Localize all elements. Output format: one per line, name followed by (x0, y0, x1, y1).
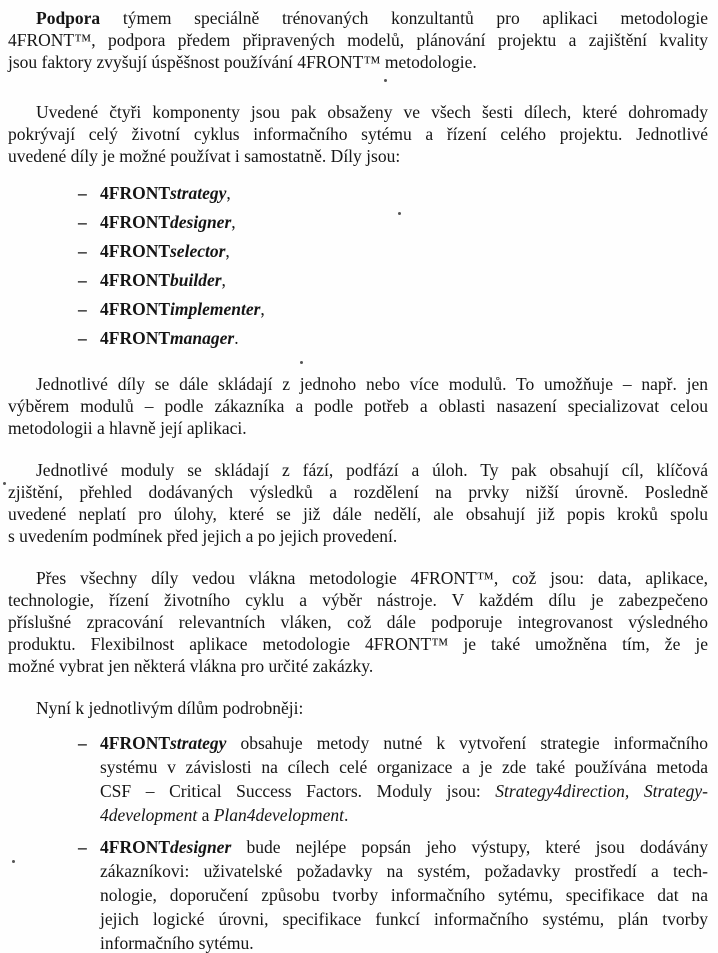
text-line (8, 633, 708, 655)
text-line (100, 835, 708, 859)
paragraph (8, 459, 708, 547)
text-run: . (343, 805, 349, 825)
text-line (8, 123, 708, 145)
text-run: a (197, 805, 214, 825)
list-item (8, 324, 708, 353)
text-run: produktu. Flexibilnost aplikace metodologie 4FRONT™ je také umožněna tím, že je (8, 634, 708, 654)
text-run: selector (170, 241, 226, 261)
text-run: strategy (170, 183, 227, 203)
list-item (8, 266, 708, 295)
text-run: zákazníkovi: uživatelské požadavky na systém, požadavky prostředí a tech- (100, 861, 708, 881)
text-run: příslušné zpracování relevantních vláken, což dále podporuje integrovanost výsledného (8, 612, 708, 632)
text-run: zjištění, přehled dodávaných výsledků a rozdělení na prvky nižší úrovně. Posledně (8, 482, 708, 502)
text-run: jsou faktory zvyšují úspěšnost používání 4FRONT™ metodologie. (8, 52, 477, 72)
list-item (8, 295, 708, 324)
module-list (8, 179, 708, 353)
list-dash: – (78, 733, 87, 753)
text-run: , (225, 241, 230, 261)
text-run: 4FRONT (100, 299, 170, 319)
text-line (8, 395, 708, 417)
list-item (8, 208, 708, 237)
text-run: možné vybrat jen některá vlákna pro určité zakázky. (8, 656, 374, 676)
text-run: Jednotlivé moduly se skládají z fází, podfází a úloh. Ty pak obsahují cíl, klíčová (36, 460, 708, 480)
text-run: bude nejlépe popsán jeho výstupy, které jsou dodávány (231, 837, 708, 857)
scan-speck (12, 860, 15, 863)
text-line (100, 755, 708, 779)
text-line (8, 29, 708, 51)
text-line (8, 589, 708, 611)
text-line (8, 417, 708, 439)
list-dash: – (78, 328, 87, 348)
text-run: nologie, doporučení způsobu tvorby informačního sytému, specifikace dat na (100, 885, 708, 905)
document-body (8, 7, 708, 953)
bullet-paragraph (8, 731, 708, 827)
text-run: uvedené díly je možné používat i samostatně. Díly jsou: (8, 146, 401, 166)
scan-speck (300, 361, 303, 364)
text-line (100, 779, 708, 803)
list-dash: – (78, 270, 87, 290)
text-line (8, 567, 708, 589)
text-run: uvedené neplatí pro úlohy, které se již dále nedělí, ale obsahují již popis kroků spolu (8, 504, 708, 524)
text-run: 4FRONT (100, 328, 170, 348)
text-run: pokrývají celý životní cyklus informačního sytému a řízení celého projektu. Jednotlivé (8, 124, 708, 144)
text-run: 4FRONT (100, 837, 170, 857)
text-run: Uvedené čtyři komponenty jsou pak obsaženy ve všech šesti dílech, které dohromady (36, 102, 708, 122)
list-dash: – (78, 183, 87, 203)
list-dash: – (78, 212, 87, 232)
text-run: jejich logické úrovni, specifikace funkcí informačního systému, plán tvorby (100, 909, 708, 929)
text-run: 4development (100, 805, 198, 825)
text-line (8, 7, 708, 29)
text-line (100, 731, 708, 755)
text-run: systému v závislosti na cílech celé organizace a je zde také používána metoda (100, 757, 708, 777)
text-run: Plan4development (213, 805, 344, 825)
text-line (100, 931, 708, 953)
text-run: manager (170, 328, 235, 348)
list-dash: – (78, 241, 87, 261)
text-run: 4FRONT (100, 241, 170, 261)
text-line (8, 655, 708, 677)
text-run: CSF – Critical Success Factors. Moduly jsou: (100, 781, 496, 801)
text-run: implementer (170, 299, 261, 319)
text-line (8, 101, 708, 123)
text-line (100, 883, 708, 907)
text-run: , (221, 270, 226, 290)
text-line (8, 697, 708, 719)
list-dash: – (78, 837, 87, 857)
text-run: 4FRONT (100, 270, 170, 290)
paragraph (8, 373, 708, 439)
text-run: 4FRONT (100, 183, 170, 203)
text-run: . (234, 328, 239, 348)
text-run: builder (170, 270, 222, 290)
list-item (8, 179, 708, 208)
text-run: 4FRONT (100, 212, 170, 232)
text-line (8, 51, 708, 73)
text-run: Nyní k jednotlivým dílům podrobněji: (36, 698, 304, 718)
text-run: metodologii a hlavně její aplikaci. (8, 418, 247, 438)
text-line (100, 907, 708, 931)
text-run: designer (170, 212, 232, 232)
text-line (100, 803, 708, 827)
text-run: výběrem modulů – podle zákazníka a podle potřeb a oblasti nasazení specializovat celou (8, 396, 708, 416)
text-line (8, 145, 708, 167)
text-run: s uvedením podmínek před jejich a po jejich provedení. (8, 526, 398, 546)
text-run: Strategy4direction, Strategy- (495, 781, 708, 801)
paragraph (8, 567, 708, 677)
text-line (8, 503, 708, 525)
text-line (8, 481, 708, 503)
paragraph (8, 7, 708, 73)
scan-speck (398, 212, 401, 215)
bullet-paragraph (8, 835, 708, 953)
scan-speck (3, 482, 6, 485)
text-line (8, 525, 708, 547)
text-line (100, 859, 708, 883)
paragraph (8, 101, 708, 167)
text-run: informačního sytému. (100, 933, 254, 953)
text-run: , (231, 212, 236, 232)
text-line (8, 459, 708, 481)
paragraph (8, 697, 708, 719)
text-run: 4FRONT (100, 733, 170, 753)
text-run: , (260, 299, 265, 319)
text-run: technologie, řízení životního cyklu a výběr nástroje. V každém dílu je zabezpečeno (8, 590, 708, 610)
text-run: strategy (170, 733, 227, 753)
list-item (8, 237, 708, 266)
text-run: obsahuje metody nutné k vytvoření strategie informačního (226, 733, 708, 753)
text-run: týmem speciálně trénovaných konzultantů pro aplikaci metodologie (100, 8, 708, 28)
text-run: designer (170, 837, 232, 857)
text-run: Přes všechny díly vedou vlákna metodologie 4FRONT™, což jsou: data, aplikace, (36, 568, 708, 588)
text-run: Jednotlivé díly se dále skládají z jednoho nebo více modulů. To umožňuje – např. jen (36, 374, 708, 394)
text-line (8, 611, 708, 633)
text-run: , (226, 183, 231, 203)
scan-speck (384, 79, 387, 82)
list-dash: – (78, 299, 87, 319)
text-line (8, 373, 708, 395)
text-run: Podpora (36, 8, 101, 28)
text-run: 4FRONT™, podpora předem připravených modelů, plánování projektu a zajištění kvality (8, 30, 708, 50)
